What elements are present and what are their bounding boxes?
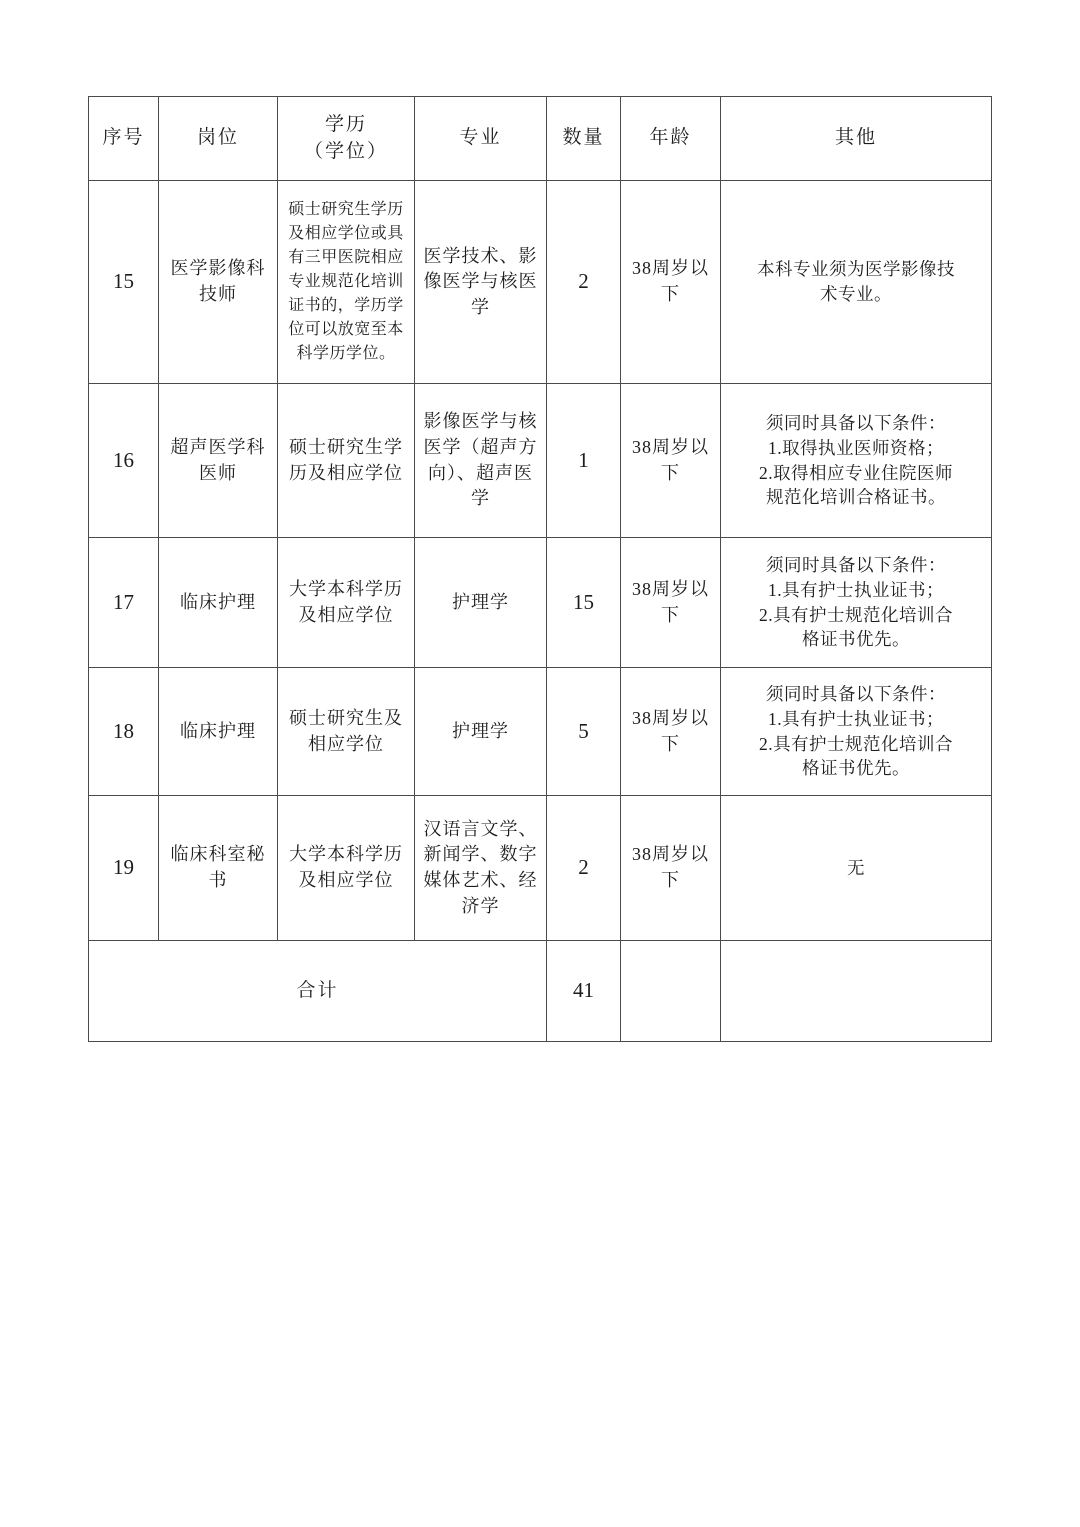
cell-other-line: 1.具有护士执业证书； (767, 708, 945, 729)
header-cell-education (278, 97, 415, 181)
cell-other-line: 规范化培训合格证书。 (766, 487, 946, 508)
cell-quantity: 2 (547, 181, 621, 384)
recruitment-positions-table (88, 96, 992, 1042)
cell-other (721, 668, 992, 796)
table-row (89, 538, 992, 668)
cell-seq: 15 (89, 181, 159, 384)
table-total-row (89, 941, 992, 1042)
cell-other-line: 须同时具备以下条件： (766, 554, 946, 575)
cell-age: 38周岁以下 (621, 538, 721, 668)
cell-other-line: 1.具有护士执业证书； (767, 579, 945, 600)
table-header (89, 97, 992, 181)
header-cell-seq: 序号 (89, 97, 159, 181)
cell-education: 大学本科学历及相应学位 (278, 796, 415, 941)
header-cell-other: 其他 (721, 97, 992, 181)
table-row (89, 181, 992, 384)
cell-seq: 19 (89, 796, 159, 941)
header-education-line1: 学历 (324, 113, 367, 135)
cell-quantity: 5 (547, 668, 621, 796)
total-age-empty (621, 941, 721, 1042)
cell-other-line: 无 (847, 857, 865, 878)
cell-other-line: 格证书优先。 (802, 629, 910, 650)
header-education-line2: （学位） (303, 140, 388, 162)
total-quantity: 41 (547, 941, 621, 1042)
cell-other-line: 须同时具备以下条件： (766, 412, 946, 433)
cell-other-line: 2.具有护士规范化培训合 (758, 604, 954, 625)
cell-seq: 17 (89, 538, 159, 668)
cell-education: 硕士研究生学历及相应学位 (278, 384, 415, 538)
cell-age: 38周岁以下 (621, 796, 721, 941)
table-container (88, 96, 991, 1042)
cell-post: 超声医学科医师 (159, 384, 278, 538)
cell-education: 硕士研究生学历及相应学位或具有三甲医院相应专业规范化培训证书的，学历学位可以放宽至本科学历学位。 (278, 181, 415, 384)
cell-seq: 16 (89, 384, 159, 538)
cell-other-line: 本科专业须为医学影像技 (757, 259, 955, 280)
cell-other (721, 538, 992, 668)
cell-major: 医学技术、影像医学与核医学 (415, 181, 547, 384)
cell-major: 护理学 (415, 538, 547, 668)
cell-other (721, 796, 992, 941)
cell-quantity: 1 (547, 384, 621, 538)
cell-post: 临床护理 (159, 538, 278, 668)
cell-other-line: 须同时具备以下条件： (766, 683, 946, 704)
header-cell-age: 年龄 (621, 97, 721, 181)
cell-age: 38周岁以下 (621, 181, 721, 384)
cell-other-line: 格证书优先。 (802, 758, 910, 779)
cell-other (721, 384, 992, 538)
cell-major: 汉语言文学、新闻学、数字媒体艺术、经济学 (415, 796, 547, 941)
cell-major: 护理学 (415, 668, 547, 796)
cell-seq: 18 (89, 668, 159, 796)
cell-post: 医学影像科技师 (159, 181, 278, 384)
cell-post: 临床护理 (159, 668, 278, 796)
cell-other-line: 2.具有护士规范化培训合 (758, 733, 954, 754)
cell-other-line: 1.取得执业医师资格； (767, 437, 945, 458)
table-body (89, 181, 992, 1042)
cell-age: 38周岁以下 (621, 384, 721, 538)
total-label: 合计 (89, 941, 547, 1042)
cell-quantity: 15 (547, 538, 621, 668)
cell-other (721, 181, 992, 384)
cell-post: 临床科室秘书 (159, 796, 278, 941)
cell-other-line: 术专业。 (820, 284, 892, 304)
cell-quantity: 2 (547, 796, 621, 941)
cell-education: 大学本科学历及相应学位 (278, 538, 415, 668)
header-cell-major: 专业 (415, 97, 547, 181)
cell-age: 38周岁以下 (621, 668, 721, 796)
table-row (89, 384, 992, 538)
table-row (89, 668, 992, 796)
header-cell-post: 岗位 (159, 97, 278, 181)
header-cell-quantity: 数量 (547, 97, 621, 181)
total-other-empty (721, 941, 992, 1042)
table-row (89, 796, 992, 941)
table-header-row (89, 97, 992, 181)
cell-other-line: 2.取得相应专业住院医师 (758, 462, 954, 483)
cell-education: 硕士研究生及相应学位 (278, 668, 415, 796)
cell-major: 影像医学与核医学（超声方向）、超声医学 (415, 384, 547, 538)
